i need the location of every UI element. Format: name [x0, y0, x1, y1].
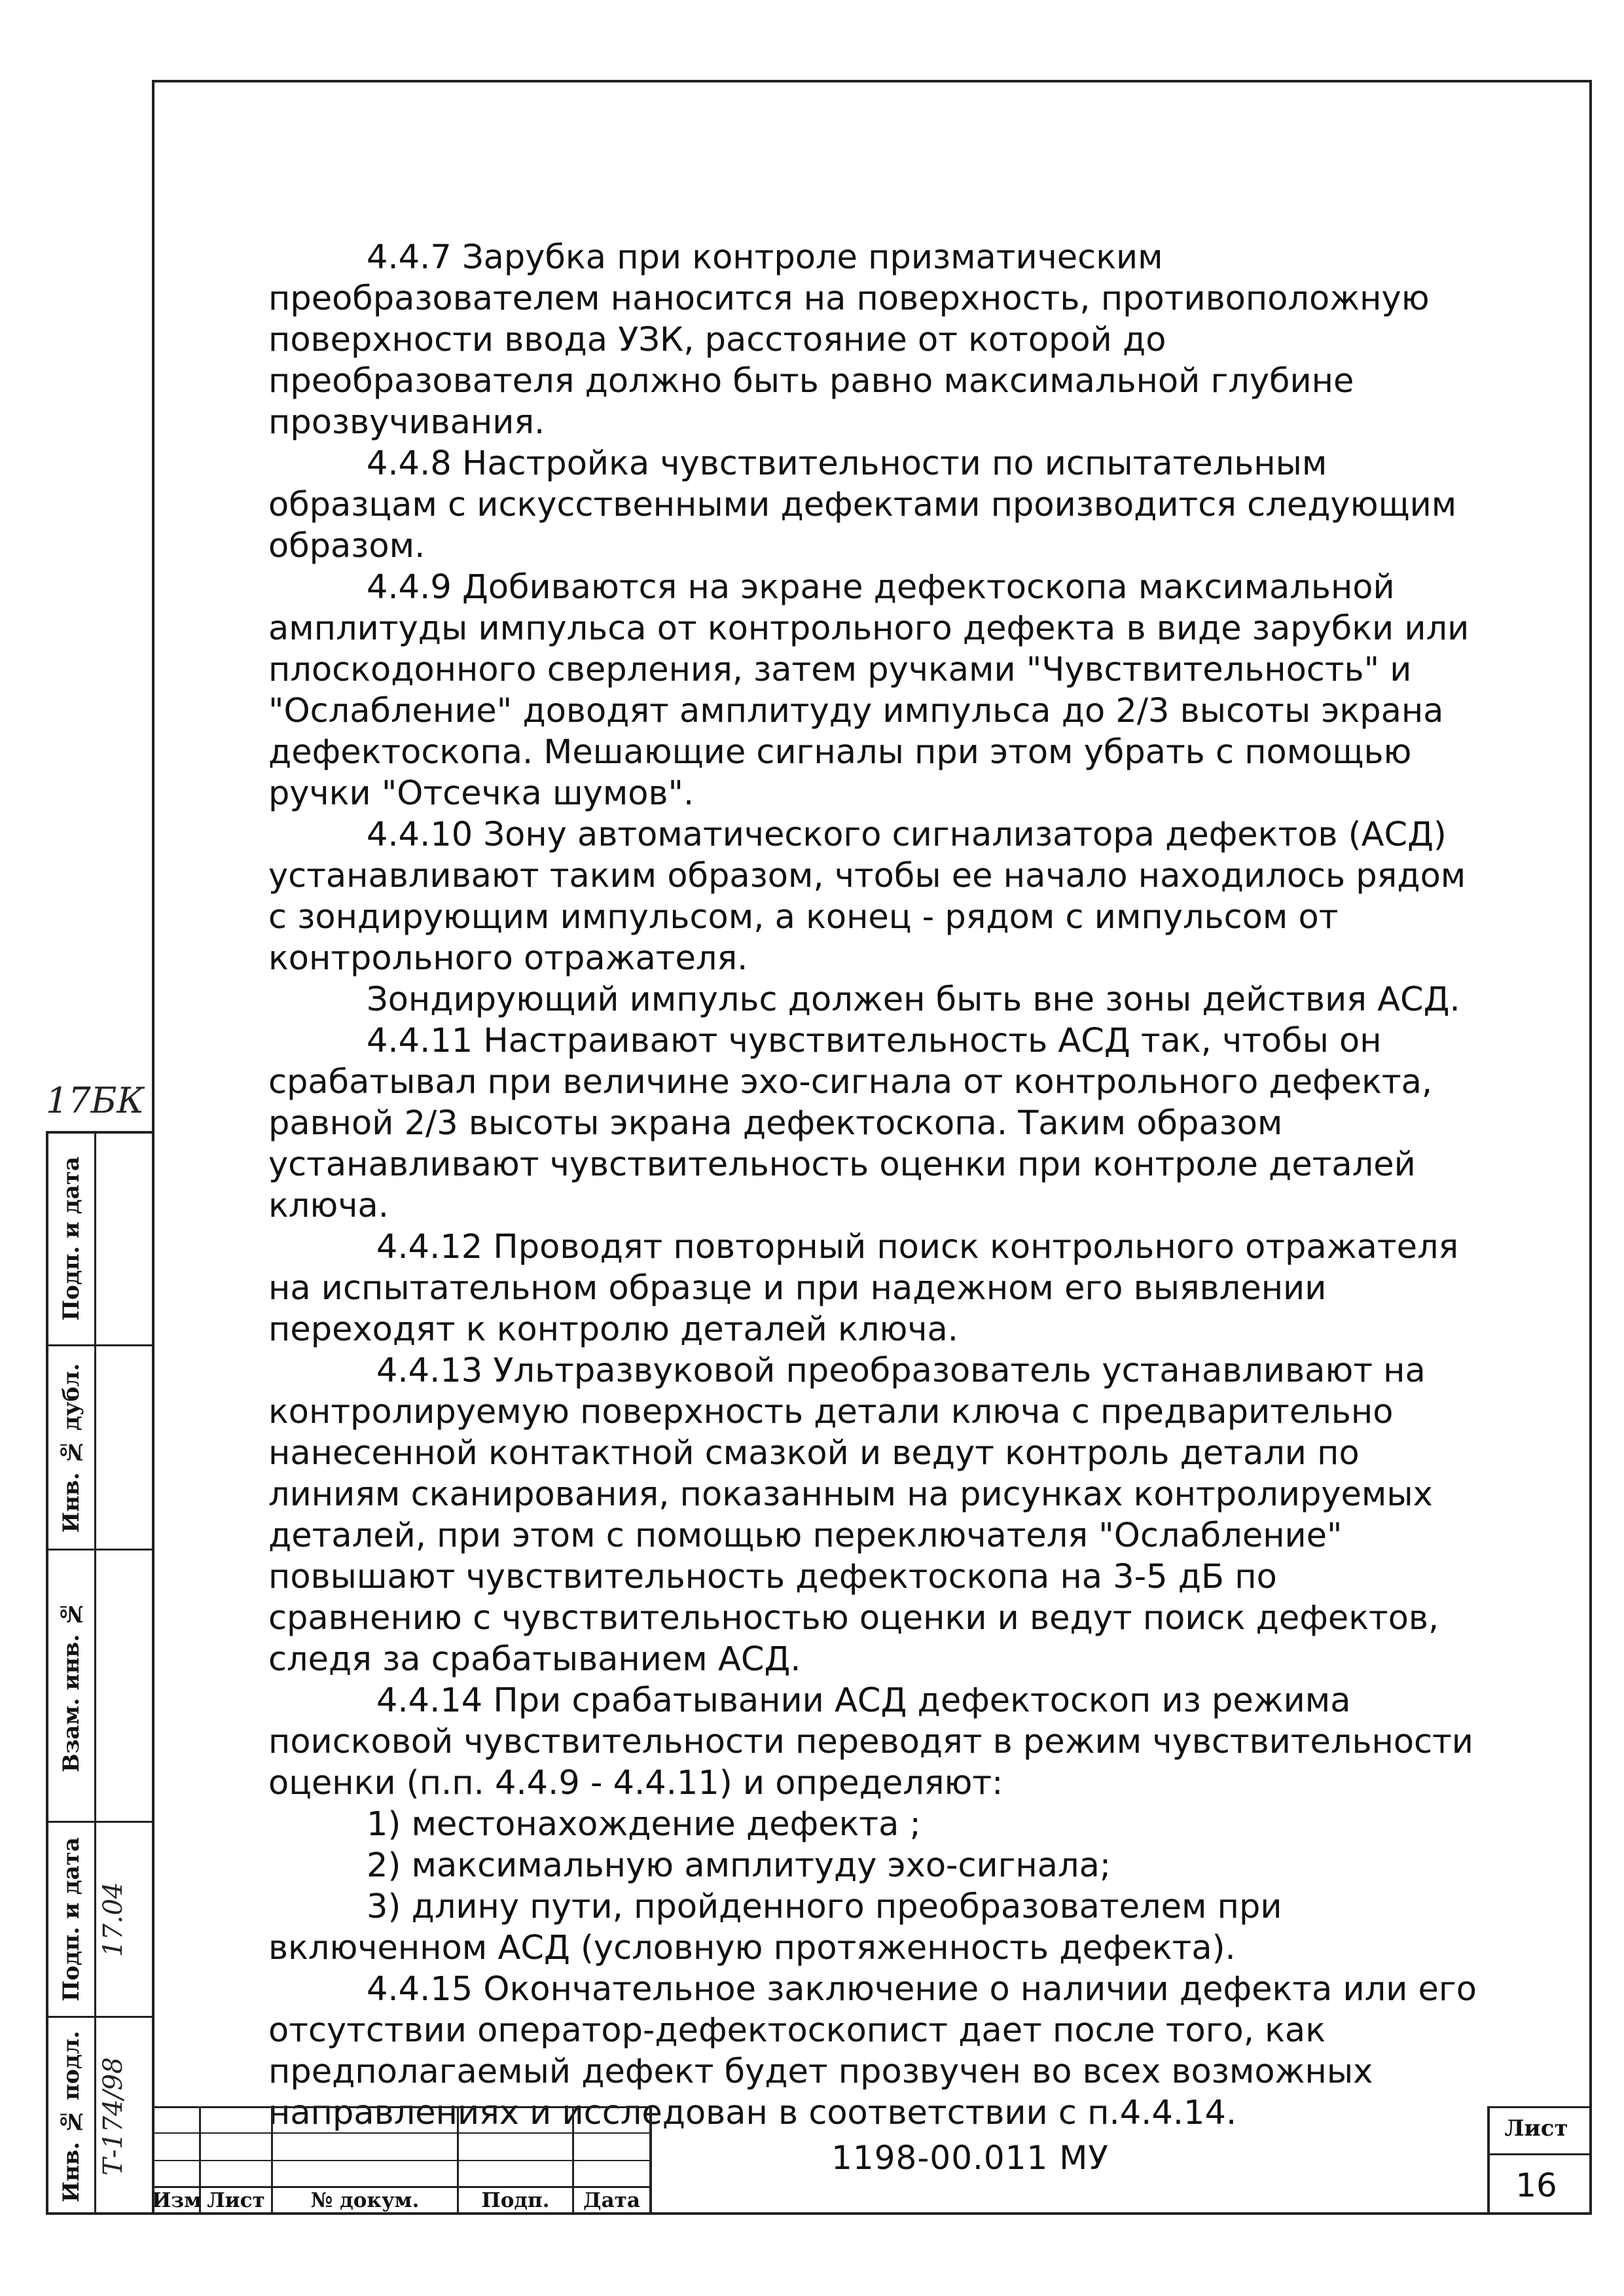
col-header-date: Дата [583, 2189, 640, 2212]
col-header-change: Изм [152, 2189, 202, 2212]
col-header-signature: Подп. [481, 2189, 550, 2212]
document-number: 1198-00.011 МУ [831, 2139, 1109, 2177]
paragraph-4-4-7: 4.4.7 Зарубка при контроле призматическим преобразователем наносится на поверхность, противоположную поверхности ввода УЗК, расстояние от которой до преобразователя должно быть равно максимальной глубине прозвучивания. [268, 238, 1430, 442]
sheet-number: 16 [1515, 2166, 1557, 2204]
list-item-2: 2) максимальную амплитуду эхо-сигнала; [367, 1846, 1111, 1885]
strip-divider [48, 1549, 152, 1551]
strip-divider [48, 1821, 152, 1823]
grid-line [152, 2106, 649, 2108]
grid-line [152, 2132, 649, 2134]
handwritten-mark: 17БК [46, 1080, 145, 1121]
grid-line [1487, 2153, 1592, 2155]
label-replacement-inv: Взам. инв. № [58, 1600, 84, 1772]
sheet-label: Лист [1504, 2115, 1568, 2142]
title-block [152, 2106, 1592, 2215]
list-item-1: 1) местонахождение дефекта ; [367, 1805, 921, 1844]
paragraph-4-4-11: 4.4.11 Настраивают чувствительность АСД так, чтобы он срабатывал при величине эхо-сигнала от контрольного дефекта, равной 2/3 высоты экрана дефектоскопа. Таким образом устанавливают чувствительность оценки при контроле деталей ключа. [268, 1022, 1433, 1225]
grid-line [1487, 2106, 1592, 2108]
paragraph-4-4-8: 4.4.8 Настройка чувствительности по испытательным образцам с искусственными дефектами производится следующим образом. [268, 444, 1457, 565]
handwritten-date: 17.04 [98, 1882, 128, 1958]
paragraph-4-4-9: 4.4.9 Добиваются на экране дефектоскопа максимальной амплитуды импульса от контрольного дефекта в виде зарубки или плоскодонного сверления, затем ручками "Чувствительность" и "Ослабление" доводят амплитуду импульса до 2/3 высоты экрана дефектоскопа. Мешающие сигналы при этом убрать с помощью ручки "Отсечка шумов". [268, 568, 1470, 813]
binding-strip [46, 1131, 152, 2215]
paragraph-4-4-13: 4.4.13 Ультразвуковой преобразователь устанавливают на контролируемую поверхность детали ключа с предварительно нанесенной контактной смазкой и ведут контроль детали по линиям сканирования, показанным на рисунках контролируемых деталей, при этом с помощью переключателя "Ослабление" повышают чувствительность дефектоскопа на 3-5 дБ по сравнению с чувствительностью оценки и ведут поиск дефектов, следя за срабатыванием АСД. [268, 1352, 1439, 1679]
col-header-document: № докум. [310, 2189, 420, 2212]
document-body [268, 237, 1479, 2134]
paragraph-4-4-12: 4.4.12 Проводят повторный поиск контрольного отражателя на испытательном образце и при надежном его выявлении переходят к контролю деталей ключа. [268, 1228, 1459, 1349]
grid-line [152, 2160, 649, 2161]
strip-divider [48, 1344, 152, 1346]
paragraph-4-4-15: 4.4.15 Окончательное заключение о наличии дефекта или его отсутствии оператор-дефектоскопист дает после того, как предполагаемый дефект будет прозвучен во всех возможных направлениях и исследован в соответствии с п.4.4.14. [268, 1970, 1477, 2132]
paragraph-probing-pulse: Зондирующий импульс должен быть вне зоны действия АСД. [367, 980, 1460, 1019]
col-header-sheet: Лист [207, 2189, 265, 2212]
handwritten-inv-number: Т-174/98 [98, 2057, 128, 2176]
label-sign-date-2: Подп. и дата [58, 1157, 84, 1321]
label-inv-original: Инв. № подл. [58, 2030, 84, 2203]
strip-divider [48, 2016, 152, 2018]
label-inv-duplicate: Инв. № дубл. [58, 1363, 84, 1533]
list-item-3: 3) длину пути, пройденного преобразователем при включенном АСД (условную протяженность дефекта). [268, 1888, 1282, 1967]
paragraph-4-4-10: 4.4.10 Зону автоматического сигнализатора дефектов (АСД) устанавливают таким образом, чтобы ее начало находилось рядом с зондирующим импульсом, а конец - рядом с импульсом от контрольного отражателя. [268, 816, 1466, 978]
grid-line [152, 2186, 649, 2188]
paragraph-4-4-14: 4.4.14 При срабатывании АСД дефектоскоп из режима поисковой чувствительности переводят в режим чувствительности оценки (п.п. 4.4.9 - 4.4.11) и определяют: [268, 1681, 1473, 1803]
label-sign-date-1: Подп. и дата [58, 1837, 84, 2002]
